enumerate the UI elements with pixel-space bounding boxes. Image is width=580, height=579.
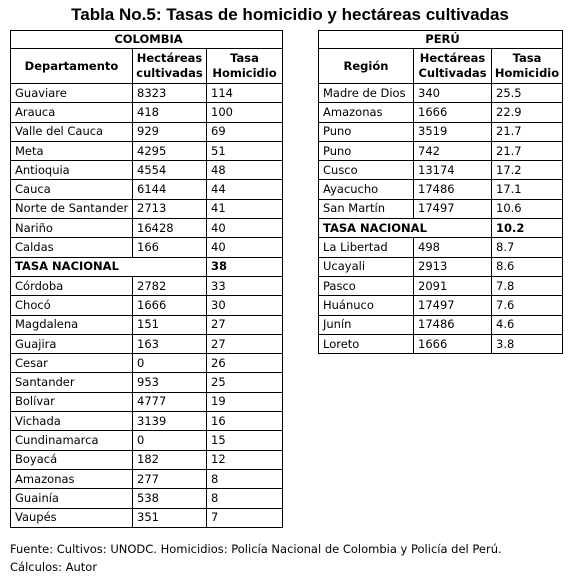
cell-homicide-rate: 8.7 — [492, 238, 563, 257]
cell-region: Norte de Santander — [11, 199, 133, 218]
table-row — [319, 122, 563, 141]
cell-hectares: 4295 — [133, 141, 207, 160]
cell-homicide-rate: 26 — [207, 354, 283, 373]
table-row — [11, 199, 283, 218]
cell-homicide-rate: 40 — [207, 238, 283, 257]
cell-region: Cauca — [11, 180, 133, 199]
cell-hectares: 4777 — [133, 392, 207, 411]
cell-homicide-rate: 19 — [207, 392, 283, 411]
cell-hectares: 151 — [133, 315, 207, 334]
cell-region: Vaupés — [11, 508, 133, 527]
table-row — [11, 103, 283, 122]
cell-hectares: 2091 — [414, 276, 492, 295]
cell-homicide-rate: 21.7 — [492, 122, 563, 141]
cell-region: Puno — [319, 122, 414, 141]
peru-table — [318, 30, 563, 354]
column-header: Hectáreas Cultivadas — [414, 49, 492, 84]
cell-region: Guaviare — [11, 84, 133, 103]
table-row — [11, 296, 283, 315]
cell-hectares: 277 — [133, 469, 207, 488]
cell-homicide-rate: 44 — [207, 180, 283, 199]
cell-hectares: 742 — [414, 141, 492, 160]
table-row — [11, 315, 283, 334]
table-row — [319, 257, 563, 276]
column-header: Hectáreas cultivadas — [133, 49, 207, 84]
cell-homicide-rate: 7.6 — [492, 296, 563, 315]
column-header: Tasa Homicidio — [207, 49, 283, 84]
cell-hectares: 2713 — [133, 199, 207, 218]
cell-region: Madre de Dios — [319, 84, 414, 103]
country-header: COLOMBIA — [11, 31, 283, 49]
cell-region: Junín — [319, 315, 414, 334]
table-row — [319, 199, 563, 218]
source-note: Fuente: Cultivos: UNODC. Homicidios: Policía Nacional de Colombia y Policía del Perú. — [10, 542, 502, 556]
cell-hectares: 1666 — [414, 103, 492, 122]
table-row — [11, 469, 283, 488]
cell-region: Arauca — [11, 103, 133, 122]
cell-homicide-rate: 8 — [207, 489, 283, 508]
cell-homicide-rate: 17.2 — [492, 161, 563, 180]
cell-region: Amazonas — [319, 103, 414, 122]
table-row — [11, 354, 283, 373]
colombia-table-body — [11, 84, 283, 528]
cell-homicide-rate: 48 — [207, 161, 283, 180]
cell-homicide-rate: 41 — [207, 199, 283, 218]
cell-hectares: 6144 — [133, 180, 207, 199]
table-row — [11, 412, 283, 431]
table-row — [319, 296, 563, 315]
cell-hectares: 351 — [133, 508, 207, 527]
cell-homicide-rate: 33 — [207, 276, 283, 295]
cell-region: Huánuco — [319, 296, 414, 315]
column-header: Tasa Homicidio — [492, 49, 563, 84]
cell-region: Cundinamarca — [11, 431, 133, 450]
cell-homicide-rate: 22.9 — [492, 103, 563, 122]
cell-hectares: 16428 — [133, 219, 207, 238]
cell-homicide-rate: 25.5 — [492, 84, 563, 103]
cell-hectares: 17486 — [414, 180, 492, 199]
national-rate-row — [11, 257, 283, 276]
cell-homicide-rate: 16 — [207, 412, 283, 431]
table-row — [319, 334, 563, 353]
cell-hectares: 4554 — [133, 161, 207, 180]
table-title: Tabla No.5: Tasas de homicidio y hectáreas cultivadas — [71, 5, 509, 24]
cell-region: Santander — [11, 373, 133, 392]
cell-hectares: 0 — [133, 431, 207, 450]
cell-region: Magdalena — [11, 315, 133, 334]
table-row — [11, 122, 283, 141]
cell-hectares: 929 — [133, 122, 207, 141]
cell-hectares: 3519 — [414, 122, 492, 141]
cell-region: Loreto — [319, 334, 414, 353]
cell-homicide-rate: 10.2 — [492, 219, 563, 238]
cell-homicide-rate: 27 — [207, 334, 283, 353]
cell-region: Amazonas — [11, 469, 133, 488]
cell-homicide-rate: 12 — [207, 450, 283, 469]
table-row — [11, 180, 283, 199]
cell-region: Boyacá — [11, 450, 133, 469]
cell-homicide-rate: 25 — [207, 373, 283, 392]
cell-homicide-rate: 21.7 — [492, 141, 563, 160]
calculations-note: Cálculos: Autor — [10, 560, 98, 574]
table-row — [11, 334, 283, 353]
table-row — [11, 450, 283, 469]
cell-hectares: 538 — [133, 489, 207, 508]
cell-hectares: 17497 — [414, 296, 492, 315]
cell-hectares: 418 — [133, 103, 207, 122]
cell-hectares: 13174 — [414, 161, 492, 180]
table-row — [319, 276, 563, 295]
table-row — [319, 315, 563, 334]
row-label: TASA NACIONAL — [319, 219, 492, 238]
table-row — [11, 141, 283, 160]
column-header: Departamento — [11, 49, 133, 84]
cell-region: Puno — [319, 141, 414, 160]
cell-region: Guajira — [11, 334, 133, 353]
table-row — [319, 161, 563, 180]
cell-homicide-rate: 38 — [207, 257, 283, 276]
table-row — [11, 84, 283, 103]
cell-region: Cesar — [11, 354, 133, 373]
peru-table-body — [319, 84, 563, 354]
cell-homicide-rate: 100 — [207, 103, 283, 122]
table-row — [319, 141, 563, 160]
column-header: Región — [319, 49, 414, 84]
cell-homicide-rate: 3.8 — [492, 334, 563, 353]
cell-region: Guainía — [11, 489, 133, 508]
cell-region: Nariño — [11, 219, 133, 238]
cell-region: Antioquia — [11, 161, 133, 180]
cell-region: La Libertad — [319, 238, 414, 257]
table-row — [11, 161, 283, 180]
cell-region: Meta — [11, 141, 133, 160]
cell-hectares: 17486 — [414, 315, 492, 334]
cell-homicide-rate: 69 — [207, 122, 283, 141]
cell-hectares: 166 — [133, 238, 207, 257]
cell-region: Bolívar — [11, 392, 133, 411]
table-row — [11, 276, 283, 295]
cell-hectares: 1666 — [133, 296, 207, 315]
cell-hectares: 17497 — [414, 199, 492, 218]
table-row — [11, 373, 283, 392]
cell-region: Cusco — [319, 161, 414, 180]
cell-region: Valle del Cauca — [11, 122, 133, 141]
cell-region: Chocó — [11, 296, 133, 315]
cell-hectares: 1666 — [414, 334, 492, 353]
cell-homicide-rate: 10.6 — [492, 199, 563, 218]
cell-homicide-rate: 15 — [207, 431, 283, 450]
colombia-table — [10, 30, 283, 528]
cell-homicide-rate: 30 — [207, 296, 283, 315]
table-row — [319, 84, 563, 103]
cell-homicide-rate: 7.8 — [492, 276, 563, 295]
cell-hectares: 340 — [414, 84, 492, 103]
cell-hectares: 498 — [414, 238, 492, 257]
cell-hectares: 163 — [133, 334, 207, 353]
cell-region: Ayacucho — [319, 180, 414, 199]
cell-homicide-rate: 27 — [207, 315, 283, 334]
country-header: PERÚ — [319, 31, 563, 49]
table-row — [319, 238, 563, 257]
national-rate-row — [319, 219, 563, 238]
cell-homicide-rate: 4.6 — [492, 315, 563, 334]
table-row — [11, 431, 283, 450]
table-row — [11, 238, 283, 257]
cell-region: Córdoba — [11, 276, 133, 295]
cell-homicide-rate: 51 — [207, 141, 283, 160]
cell-region: Ucayali — [319, 257, 414, 276]
cell-region: Caldas — [11, 238, 133, 257]
cell-hectares: 953 — [133, 373, 207, 392]
cell-hectares: 2782 — [133, 276, 207, 295]
cell-homicide-rate: 40 — [207, 219, 283, 238]
cell-region: Vichada — [11, 412, 133, 431]
cell-homicide-rate: 17.1 — [492, 180, 563, 199]
cell-hectares: 0 — [133, 354, 207, 373]
cell-homicide-rate: 114 — [207, 84, 283, 103]
table-row — [319, 103, 563, 122]
table-row — [11, 508, 283, 527]
cell-homicide-rate: 8.6 — [492, 257, 563, 276]
row-label: TASA NACIONAL — [11, 257, 207, 276]
table-row — [319, 180, 563, 199]
cell-hectares: 3139 — [133, 412, 207, 431]
cell-hectares: 8323 — [133, 84, 207, 103]
cell-homicide-rate: 7 — [207, 508, 283, 527]
cell-region: San Martín — [319, 199, 414, 218]
cell-region: Pasco — [319, 276, 414, 295]
table-row — [11, 392, 283, 411]
cell-homicide-rate: 8 — [207, 469, 283, 488]
cell-hectares: 2913 — [414, 257, 492, 276]
cell-hectares: 182 — [133, 450, 207, 469]
table-row — [11, 219, 283, 238]
table-row — [11, 489, 283, 508]
